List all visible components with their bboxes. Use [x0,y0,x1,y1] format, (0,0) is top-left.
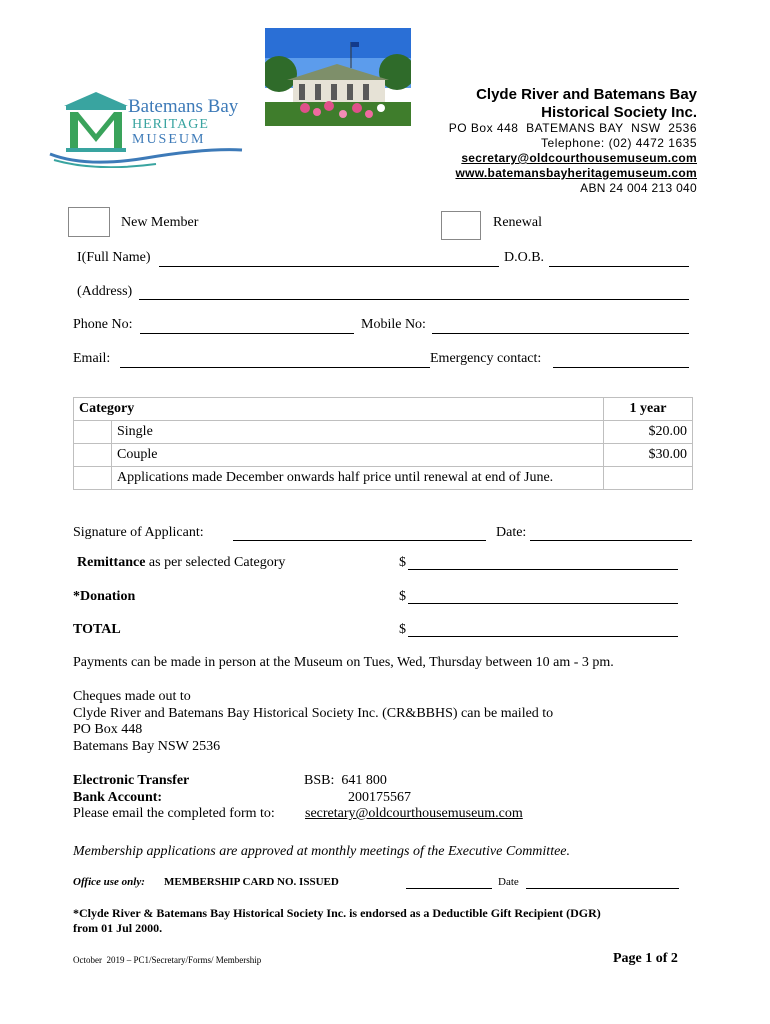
eft-label: Electronic Transfer [73,773,190,788]
dob-field[interactable] [549,266,689,267]
document-reference: October 2019 – PC1/Secretary/Forms/ Membership [73,955,262,965]
logo-line1: Batemans Bay [128,96,239,117]
renewal-label: Renewal [493,215,542,230]
couple-label: Couple [112,444,604,467]
org-email-link[interactable]: secretary@oldcourthousemuseum.com [461,151,697,165]
new-member-label: New Member [121,215,199,230]
email-field[interactable] [120,367,430,368]
remittance-dollar: $ [399,555,406,570]
cheques-line3: PO Box 448 [73,722,143,737]
category-table [73,397,693,490]
full-name-field[interactable] [159,266,499,267]
museum-photo [265,28,411,126]
dgr-note: *Clyde River & Batemans Bay Historical Society Inc. is endorsed as a Deductible Gift Recipient (DGR) [73,906,601,920]
logo-line3: MUSEUM [132,132,206,147]
phone-label: Phone No: [73,317,133,332]
date-label: Date: [496,525,527,540]
single-price: $20.00 [604,421,693,444]
signature-field[interactable] [233,540,486,541]
table-header-row [74,398,693,421]
bank-account-number: 200175567 [348,790,411,805]
mobile-label: Mobile No: [361,317,426,332]
remittance-bold: Remittance [77,555,146,570]
period-header: 1 year [604,398,693,421]
cheques-line1: Cheques made out to [73,689,191,704]
category-header: Category [74,398,604,421]
half-price-note: Applications made December onwards half price until renewal at end of June. [112,467,604,490]
single-label: Single [112,421,604,444]
table-row [74,421,693,444]
cheques-line4: Batemans Bay NSW 2536 [73,739,221,754]
total-amount-field[interactable] [408,636,678,637]
donation-dollar: $ [399,589,406,604]
in-person-text: Payments can be made in person at the Museum on Tues, Wed, Thursday between 10 am - 3 pm. [73,655,614,670]
total-dollar: $ [399,622,406,637]
org-website-link[interactable]: www.batemansbayheritagemuseum.com [455,166,697,180]
total-label: TOTAL [73,622,121,637]
emergency-field[interactable] [553,367,689,368]
membership-card-label: MEMBERSHIP CARD NO. ISSUED [164,876,339,888]
note-price-cell [604,467,693,490]
org-name-line1: Clyde River and Batemans Bay [476,86,697,103]
table-row [74,467,693,490]
bank-account-label: Bank Account: [73,790,163,805]
remittance-label [77,555,285,571]
new-member-checkbox[interactable] [68,207,110,237]
remittance-amount-field[interactable] [408,569,678,570]
approval-note: Membership applications are approved at monthly meetings of the Executive Committee. [73,844,571,859]
email-form-text: Please email the completed form to: [73,806,275,821]
office-use-label: Office use only: [73,876,145,888]
email-label: Email: [73,351,111,366]
dgr-note-line2: from 01 Jul 2000. [73,921,163,935]
dob-label: D.O.B. [504,250,545,265]
phone-field[interactable] [140,333,354,334]
address-label: (Address) [77,284,133,299]
remittance-rest: as per selected Category [145,555,286,570]
museum-logo [46,88,246,168]
org-address: PO Box 448 BATEMANS BAY NSW 2536 [448,121,697,135]
renewal-checkbox[interactable] [441,211,481,240]
date-field[interactable] [530,540,692,541]
signature-label: Signature of Applicant: [73,525,204,540]
emergency-label: Emergency contact: [430,351,542,366]
single-select-cell[interactable] [74,421,112,444]
bsb-value: BSB: 641 800 [304,773,387,788]
note-blank-cell [74,467,112,490]
donation-label: *Donation [73,589,136,604]
card-number-field[interactable] [406,888,492,889]
cheques-line2: Clyde River and Batemans Bay Historical Society Inc. (CR&BBHS) can be mailed to [73,706,554,721]
office-date-field[interactable] [526,888,679,889]
email-form-link[interactable]: secretary@oldcourthousemuseum.com [305,806,523,821]
mobile-field[interactable] [432,333,689,334]
donation-amount-field[interactable] [408,603,678,604]
org-abn: ABN 24 004 213 040 [580,181,697,195]
couple-select-cell[interactable] [74,444,112,467]
couple-price: $30.00 [604,444,693,467]
logo-line2: HERITAGE [132,117,209,132]
org-phone: Telephone: (02) 4472 1635 [541,136,697,150]
table-row [74,444,693,467]
address-field[interactable] [139,299,689,300]
org-name-line2: Historical Society Inc. [541,104,697,121]
full-name-label: I(Full Name) [77,250,151,265]
office-date-label: Date [498,876,519,888]
page-number: Page 1 of 2 [613,951,678,966]
